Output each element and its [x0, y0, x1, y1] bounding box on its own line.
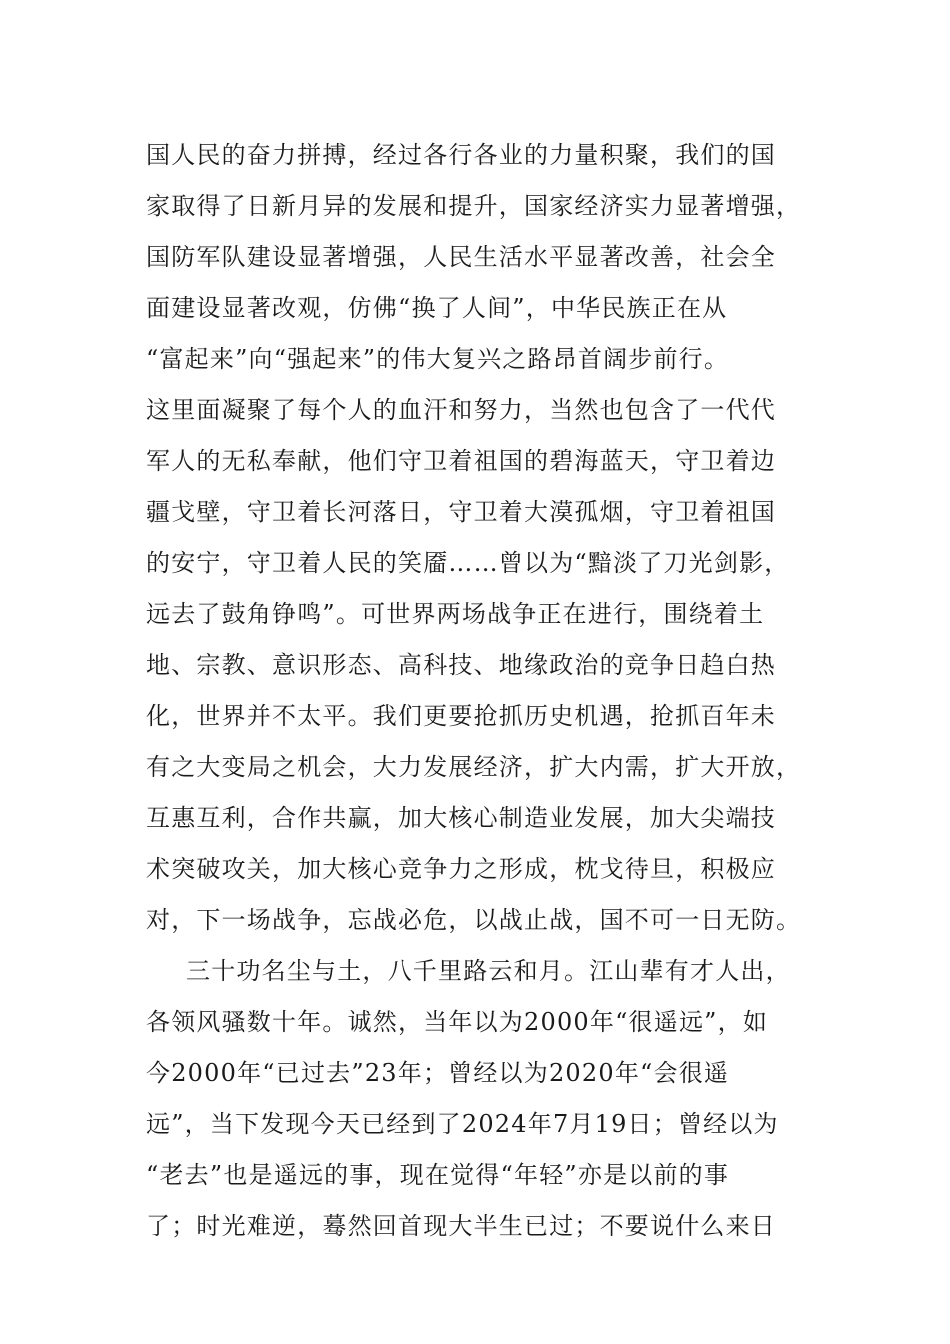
text-line: “老去”也是遥远的事，现在觉得“年轻”亦是以前的事 — [146, 1161, 730, 1189]
text-line: 对，下一场战争，忘战必危，以战止战，国不可一日无防。 — [146, 906, 802, 934]
text-line: 互惠互利，合作共赢，加大核心制造业发展，加大尖端技 — [146, 804, 776, 832]
text-line: 的安宁，守卫着人民的笑靥……曾以为“黯淡了刀光剑影， — [146, 549, 790, 577]
text-line: 军人的无私奉献，他们守卫着祖国的碧海蓝天，守卫着边 — [146, 447, 776, 475]
text-line: 术突破攻关，加大核心竞争力之形成，枕戈待旦，积极应 — [146, 855, 776, 883]
text-line: 这里面凝聚了每个人的血汗和努力，当然也包含了一代代 — [146, 396, 776, 424]
text-line: 国人民的奋力拼搏，经过各行各业的力量积聚，我们的国 — [146, 141, 776, 169]
text-line: 远”，当下发现今天已经到了2024年7月19日；曾经以为 — [146, 1110, 779, 1138]
text-line: 了；时光难逆，蓦然回首现大半生已过；不要说什么来日 — [146, 1212, 776, 1240]
text-line: 远去了鼓角铮鸣”。可世界两场战争正在进行，围绕着土 — [146, 600, 765, 628]
text-line: 有之大变局之机会，大力发展经济，扩大内需，扩大开放， — [146, 753, 802, 781]
text-line: 化，世界并不太平。我们更要抢抓历史机遇，抢抓百年未 — [146, 702, 776, 730]
text-line: 地、宗教、意识形态、高科技、地缘政治的竞争日趋白热 — [146, 651, 776, 679]
paragraph-start-line: 三十功名尘与土，八千里路云和月。江山辈有才人出， — [186, 957, 791, 985]
text-line: 国防军队建设显著增强，人民生活水平显著改善，社会全 — [146, 243, 776, 271]
text-line: 今2000年“已过去”23年；曾经以为2020年“会很遥 — [146, 1059, 730, 1087]
text-line: 家取得了日新月异的发展和提升，国家经济实力显著增强， — [146, 192, 802, 220]
text-line: 疆戈壁，守卫着长河落日，守卫着大漠孤烟，守卫着祖国 — [146, 498, 776, 526]
body-text — [146, 130, 806, 1252]
text-line: “富起来”向“强起来”的伟大复兴之路昂首阔步前行。 — [146, 345, 730, 373]
text-line: 各领风骚数十年。诚然，当年以为2000年“很遥远”，如 — [146, 1008, 769, 1036]
text-line: 面建设显著改观，仿佛“换了人间”，中华民族正在从 — [146, 294, 728, 322]
